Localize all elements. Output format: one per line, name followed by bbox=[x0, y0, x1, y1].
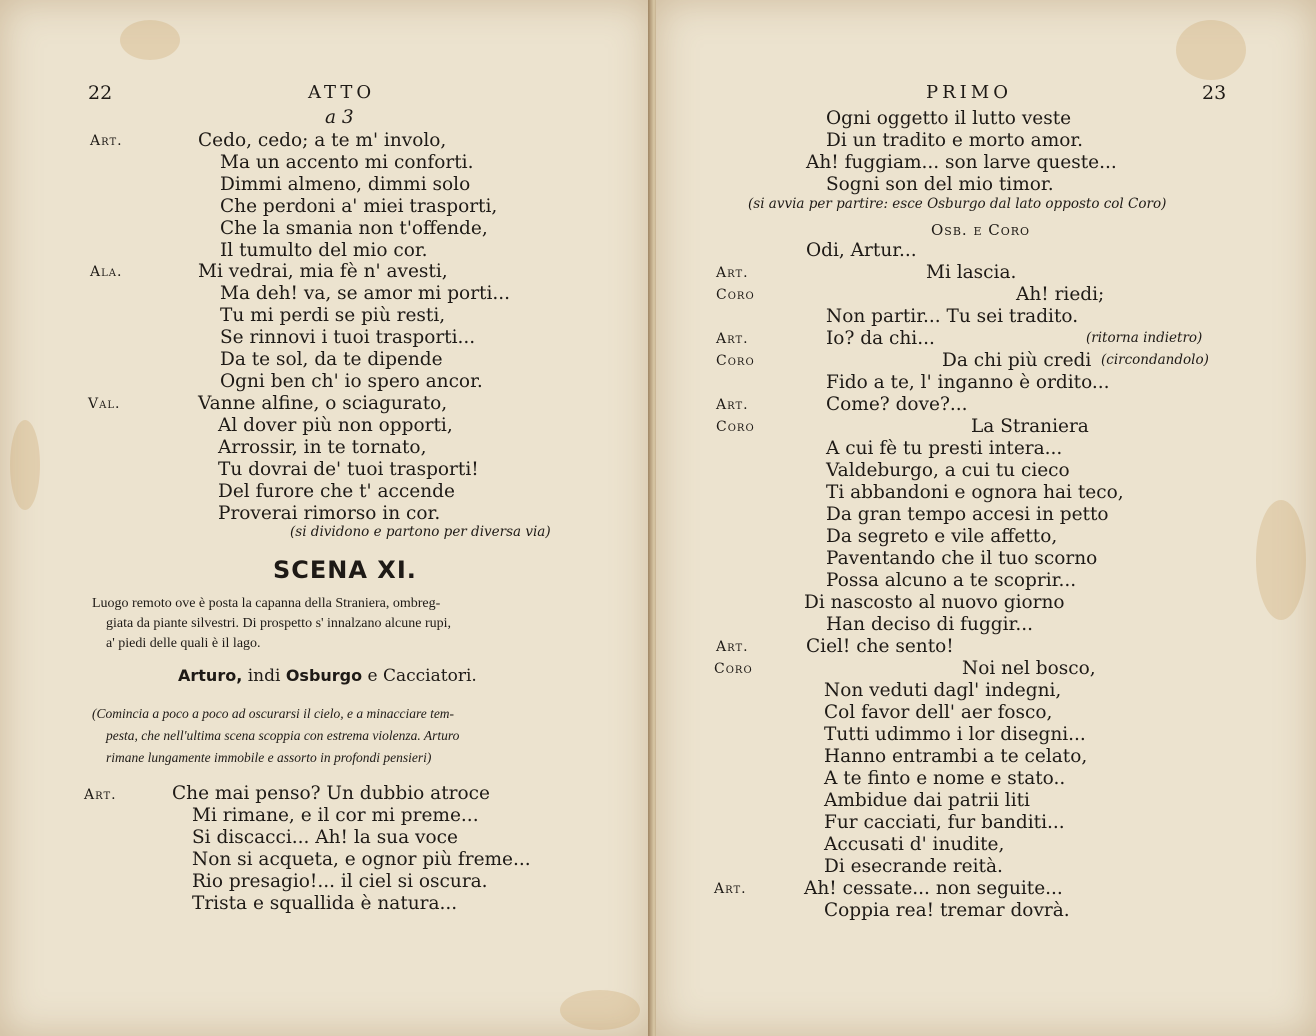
verse-line: Da te sol, da te dipende bbox=[220, 349, 443, 370]
verse-line: Ogni oggetto il lutto veste bbox=[826, 108, 1072, 129]
verse-line: Trista e squallida è natura... bbox=[192, 893, 458, 914]
verse-line: Ti abbandoni e ognora hai teco, bbox=[826, 482, 1124, 503]
setting-line: giata da piante silvestri. Di prospetto s' innalzano alcune rupi, bbox=[106, 616, 452, 631]
verse-line: Mi vedrai, mia fè n' avesti, bbox=[198, 261, 448, 282]
verse-line: Tu mi perdi se più resti, bbox=[220, 305, 446, 326]
verse-line: Si discacci... Ah! la sua voce bbox=[192, 827, 458, 848]
verse-line: Al dover più non opporti, bbox=[218, 415, 453, 436]
verse-line: Che la smania non t'offende, bbox=[220, 218, 488, 239]
cast-list bbox=[178, 666, 477, 686]
stage-direction-line: pesta, che nell'ultima scena scoppia con estrema violenza. Arturo bbox=[106, 728, 460, 743]
verse-line: A cui fè tu presti intera... bbox=[826, 438, 1063, 459]
verse-line: Se rinnovi i tuoi trasporti... bbox=[220, 327, 476, 348]
verse-line: Noi nel bosco, bbox=[962, 658, 1096, 679]
verse-line: Tutti udimmo i lor disegni... bbox=[824, 724, 1086, 745]
verse-line: Ogni ben ch' io spero ancor. bbox=[220, 371, 483, 392]
verse-line: Ah! fuggiam... son larve queste... bbox=[806, 152, 1117, 173]
verse-line: Di esecrande reità. bbox=[824, 856, 1003, 877]
verse-line: Del furore che t' accende bbox=[218, 481, 455, 502]
paper-stain bbox=[560, 990, 640, 1030]
verse-line: Da chi più credi bbox=[942, 350, 1092, 371]
stage-direction: (ritorna indietro) bbox=[1086, 330, 1203, 346]
cast-indi: indi bbox=[247, 666, 281, 686]
verse-line: Han deciso di fuggir... bbox=[826, 614, 1033, 635]
speaker-art: Art. bbox=[714, 881, 747, 897]
scene-title: SCENA XI. bbox=[273, 556, 417, 584]
speaker-art: Art. bbox=[90, 133, 123, 149]
speaker-art: Art. bbox=[716, 265, 749, 281]
speaker-art: Art. bbox=[716, 331, 749, 347]
verse-line: Ma un accento mi conforti. bbox=[220, 152, 474, 173]
paper-stain bbox=[10, 420, 40, 510]
verse-line: Non partir... Tu sei tradito. bbox=[826, 306, 1079, 327]
verse-line: Come? dove?... bbox=[826, 394, 968, 415]
speaker-art: Art. bbox=[84, 787, 117, 803]
cast-rest: e Cacciatori. bbox=[367, 666, 477, 686]
speaker-coro: Coro bbox=[716, 419, 755, 435]
speaker-art: Art. bbox=[716, 397, 749, 413]
speaker-art: Art. bbox=[716, 639, 749, 655]
verse-line: Ambidue dai patrii liti bbox=[824, 790, 1030, 811]
verse-line: A te finto e nome e stato.. bbox=[824, 768, 1066, 789]
verse-line: Mi lascia. bbox=[926, 262, 1017, 283]
verse-line: Possa alcuno a te scoprir... bbox=[826, 570, 1077, 591]
speaker-osb-coro: Osb. e Coro bbox=[931, 221, 1031, 239]
verse-line: Vanne alfine, o sciagurato, bbox=[198, 393, 448, 414]
verse-line: Tu dovrai de' tuoi trasporti! bbox=[218, 459, 479, 480]
verse-line: Hanno entrambi a te celato, bbox=[824, 746, 1088, 767]
verse-line: Fido a te, l' inganno è ordito... bbox=[826, 372, 1110, 393]
paper-stain bbox=[120, 20, 180, 60]
verse-line: Accusati d' inudite, bbox=[824, 834, 1005, 855]
stage-direction-line: (Comincia a poco a poco ad oscurarsi il cielo, e a minacciare tem- bbox=[92, 706, 455, 721]
page-number: 22 bbox=[88, 82, 113, 104]
verse-line: Paventando che il tuo scorno bbox=[826, 548, 1098, 569]
page-number: 23 bbox=[1202, 82, 1227, 104]
stage-direction-line: rimane lungamente immobile e assorto in profondi pensieri) bbox=[106, 750, 432, 765]
verse-line: Che perdoni a' miei trasporti, bbox=[220, 196, 498, 217]
verse-line: Coppia rea! tremar dovrà. bbox=[824, 900, 1070, 921]
verse-line: Col favor dell' aer fosco, bbox=[824, 702, 1053, 723]
right-page bbox=[656, 0, 1316, 1036]
running-header: ATTO bbox=[308, 82, 376, 103]
verse-line: Sogni son del mio timor. bbox=[826, 174, 1054, 195]
paper-stain bbox=[1176, 20, 1246, 80]
verse-line: Rio presagio!... il ciel si oscura. bbox=[192, 871, 488, 892]
verse-line: Proverai rimorso in cor. bbox=[218, 503, 441, 524]
verse-line: Fur cacciati, fur banditi... bbox=[824, 812, 1065, 833]
stage-direction: (si dividono e partono per diversa via) bbox=[290, 524, 551, 540]
a3-marker: a 3 bbox=[325, 107, 354, 128]
left-page bbox=[0, 0, 654, 1036]
verse-line: Mi rimane, e il cor mi preme... bbox=[192, 805, 479, 826]
verse-line: Non si acqueta, e ognor più freme... bbox=[192, 849, 531, 870]
setting-line: a' piedi delle quali è il lago. bbox=[106, 636, 261, 651]
verse-line: Valdeburgo, a cui tu cieco bbox=[826, 460, 1070, 481]
speaker-val: Val. bbox=[88, 396, 121, 412]
running-header: PRIMO bbox=[926, 82, 1012, 103]
verse-line: Ah! riedi; bbox=[1016, 284, 1105, 305]
speaker-coro: Coro bbox=[714, 661, 753, 677]
verse-line: Odi, Artur... bbox=[806, 240, 917, 261]
setting-line: Luogo remoto ove è posta la capanna della Straniera, ombreg- bbox=[92, 596, 441, 611]
speaker-coro: Coro bbox=[716, 353, 755, 369]
stage-direction: (circondandolo) bbox=[1101, 352, 1209, 368]
verse-line: Arrossir, in te tornato, bbox=[218, 437, 427, 458]
verse-line: Io? da chi... bbox=[826, 328, 935, 349]
verse-line: Di nascosto al nuovo giorno bbox=[804, 592, 1065, 613]
verse-line: Non veduti dagl' indegni, bbox=[824, 680, 1062, 701]
verse-line: Ah! cessate... non seguite... bbox=[804, 878, 1063, 899]
speaker-coro: Coro bbox=[716, 287, 755, 303]
verse-line: Dimmi almeno, dimmi solo bbox=[220, 174, 471, 195]
cast-arturo: Arturo, bbox=[178, 666, 243, 685]
verse-line: Ma deh! va, se amor mi porti... bbox=[220, 283, 511, 304]
verse-line: Ciel! che sento! bbox=[806, 636, 954, 657]
paper-stain bbox=[1256, 500, 1306, 620]
verse-line: Cedo, cedo; a te m' involo, bbox=[198, 130, 447, 151]
verse-line: Di un tradito e morto amor. bbox=[826, 130, 1084, 151]
verse-line: Da gran tempo accesi in petto bbox=[826, 504, 1109, 525]
cast-osburgo: Osburgo bbox=[285, 666, 363, 685]
verse-line: Che mai penso? Un dubbio atroce bbox=[172, 783, 490, 804]
verse-line: Da segreto e vile affetto, bbox=[826, 526, 1058, 547]
stage-direction: (si avvia per partire: esce Osburgo dal lato opposto col Coro) bbox=[748, 196, 1167, 212]
verse-line: La Straniera bbox=[971, 416, 1089, 437]
verse-line: Il tumulto del mio cor. bbox=[220, 240, 428, 261]
speaker-ala: Ala. bbox=[90, 264, 123, 280]
